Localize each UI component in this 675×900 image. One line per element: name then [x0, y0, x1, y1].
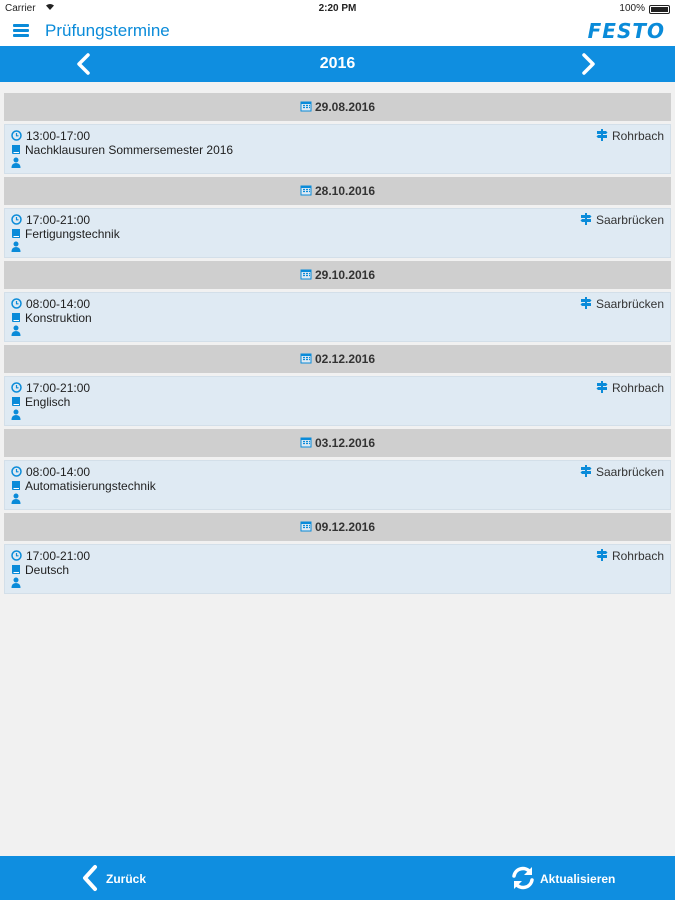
person-icon: [11, 409, 21, 423]
person-icon: [11, 325, 21, 339]
carrier-label: Carrier: [5, 3, 36, 14]
exam-subject-row: [11, 479, 156, 494]
exam-location-row: [596, 381, 664, 396]
exam-location-row: [580, 297, 664, 312]
person-icon: [11, 577, 21, 591]
exam-time-row: [11, 129, 90, 144]
exam-location-row: [596, 129, 664, 144]
signpost-icon: [580, 465, 592, 480]
year-navigation: [0, 46, 675, 82]
calendar-icon: [300, 94, 312, 122]
person-icon: [11, 493, 21, 507]
exam-time-row: [11, 549, 90, 564]
exam-entry[interactable]: [4, 124, 671, 174]
exam-location: Rohrbach: [611, 549, 664, 563]
exam-date: 09.12.2016: [314, 520, 376, 534]
exam-time-row: [11, 297, 90, 312]
exam-time: 17:00-21:00: [26, 549, 91, 563]
exam-list: [4, 93, 671, 597]
exam-person-row: [11, 156, 25, 171]
exam-location-row: [596, 549, 664, 564]
exam-person-row: [11, 324, 25, 339]
signpost-icon: [596, 549, 608, 564]
exam-location: Saarbrücken: [595, 213, 664, 227]
clock-icon: [11, 214, 22, 228]
status-time: 2:20 PM: [318, 3, 357, 14]
exam-person-row: [11, 576, 25, 591]
exam-location: Rohrbach: [611, 129, 664, 143]
date-header: [4, 429, 671, 457]
clock-icon: [11, 298, 22, 312]
exam-entry[interactable]: [4, 292, 671, 342]
chevron-right-icon: [578, 53, 598, 75]
next-year-button[interactable]: [578, 53, 598, 75]
exam-subject: Deutsch: [25, 563, 70, 577]
refresh-button[interactable]: [510, 864, 630, 892]
exam-entry[interactable]: [4, 544, 671, 594]
exam-date: 02.12.2016: [314, 352, 376, 366]
refresh-button-label: Aktualisieren: [540, 872, 616, 886]
exam-time: 17:00-21:00: [26, 381, 91, 395]
status-bar: [0, 0, 675, 18]
exam-subject: Fertigungstechnik: [25, 227, 120, 241]
person-icon: [11, 157, 21, 171]
exam-entry[interactable]: [4, 460, 671, 510]
exam-date: 03.12.2016: [314, 436, 376, 450]
calendar-icon: [300, 262, 312, 290]
exam-location: Saarbrücken: [595, 465, 664, 479]
exam-subject: Nachklausuren Sommersemester 2016: [25, 143, 234, 157]
bottom-toolbar: [0, 856, 675, 900]
calendar-icon: [300, 178, 312, 206]
date-header: [4, 177, 671, 205]
signpost-icon: [596, 129, 608, 144]
date-header: [4, 93, 671, 121]
current-year: 2016: [319, 55, 356, 72]
signpost-icon: [596, 381, 608, 396]
page-title: Prüfungstermine: [45, 21, 170, 40]
exam-date: 29.08.2016: [314, 100, 376, 114]
person-icon: [11, 241, 21, 255]
exam-date: 29.10.2016: [314, 268, 376, 282]
exam-location: Rohrbach: [611, 381, 664, 395]
exam-time: 08:00-14:00: [26, 297, 91, 311]
exam-person-row: [11, 240, 25, 255]
calendar-icon: [300, 514, 312, 542]
exam-time: 13:00-17:00: [26, 129, 91, 143]
exam-entry[interactable]: [4, 208, 671, 258]
date-header: [4, 513, 671, 541]
exam-subject-row: [11, 227, 120, 242]
exam-subject: Englisch: [25, 395, 71, 409]
exam-subject-row: [11, 143, 233, 158]
exam-date: 28.10.2016: [314, 184, 376, 198]
clock-icon: [11, 550, 22, 564]
festo-logo: FESTO: [587, 19, 665, 43]
exam-time: 17:00-21:00: [26, 213, 91, 227]
exam-time-row: [11, 465, 90, 480]
chevron-left-icon: [80, 864, 102, 892]
exam-time-row: [11, 381, 90, 396]
menu-icon[interactable]: [12, 22, 30, 40]
exam-time: 08:00-14:00: [26, 465, 91, 479]
battery-icon: [649, 5, 670, 14]
date-header: [4, 261, 671, 289]
exam-location: Saarbrücken: [595, 297, 664, 311]
signpost-icon: [580, 213, 592, 228]
exam-entry[interactable]: [4, 376, 671, 426]
clock-icon: [11, 130, 22, 144]
battery-percent: 100%: [619, 3, 645, 14]
exam-person-row: [11, 492, 25, 507]
exam-person-row: [11, 408, 25, 423]
signpost-icon: [580, 297, 592, 312]
date-header: [4, 345, 671, 373]
calendar-icon: [300, 346, 312, 374]
exam-location-row: [580, 465, 664, 480]
exam-location-row: [580, 213, 664, 228]
app-header: [0, 18, 675, 46]
back-button-label: Zurück: [106, 872, 147, 886]
clock-icon: [11, 466, 22, 480]
exam-subject: Konstruktion: [25, 311, 92, 325]
exam-subject: Automatisierungstechnik: [25, 479, 156, 493]
clock-icon: [11, 382, 22, 396]
refresh-icon: [510, 864, 536, 892]
calendar-icon: [300, 430, 312, 458]
exam-time-row: [11, 213, 90, 228]
